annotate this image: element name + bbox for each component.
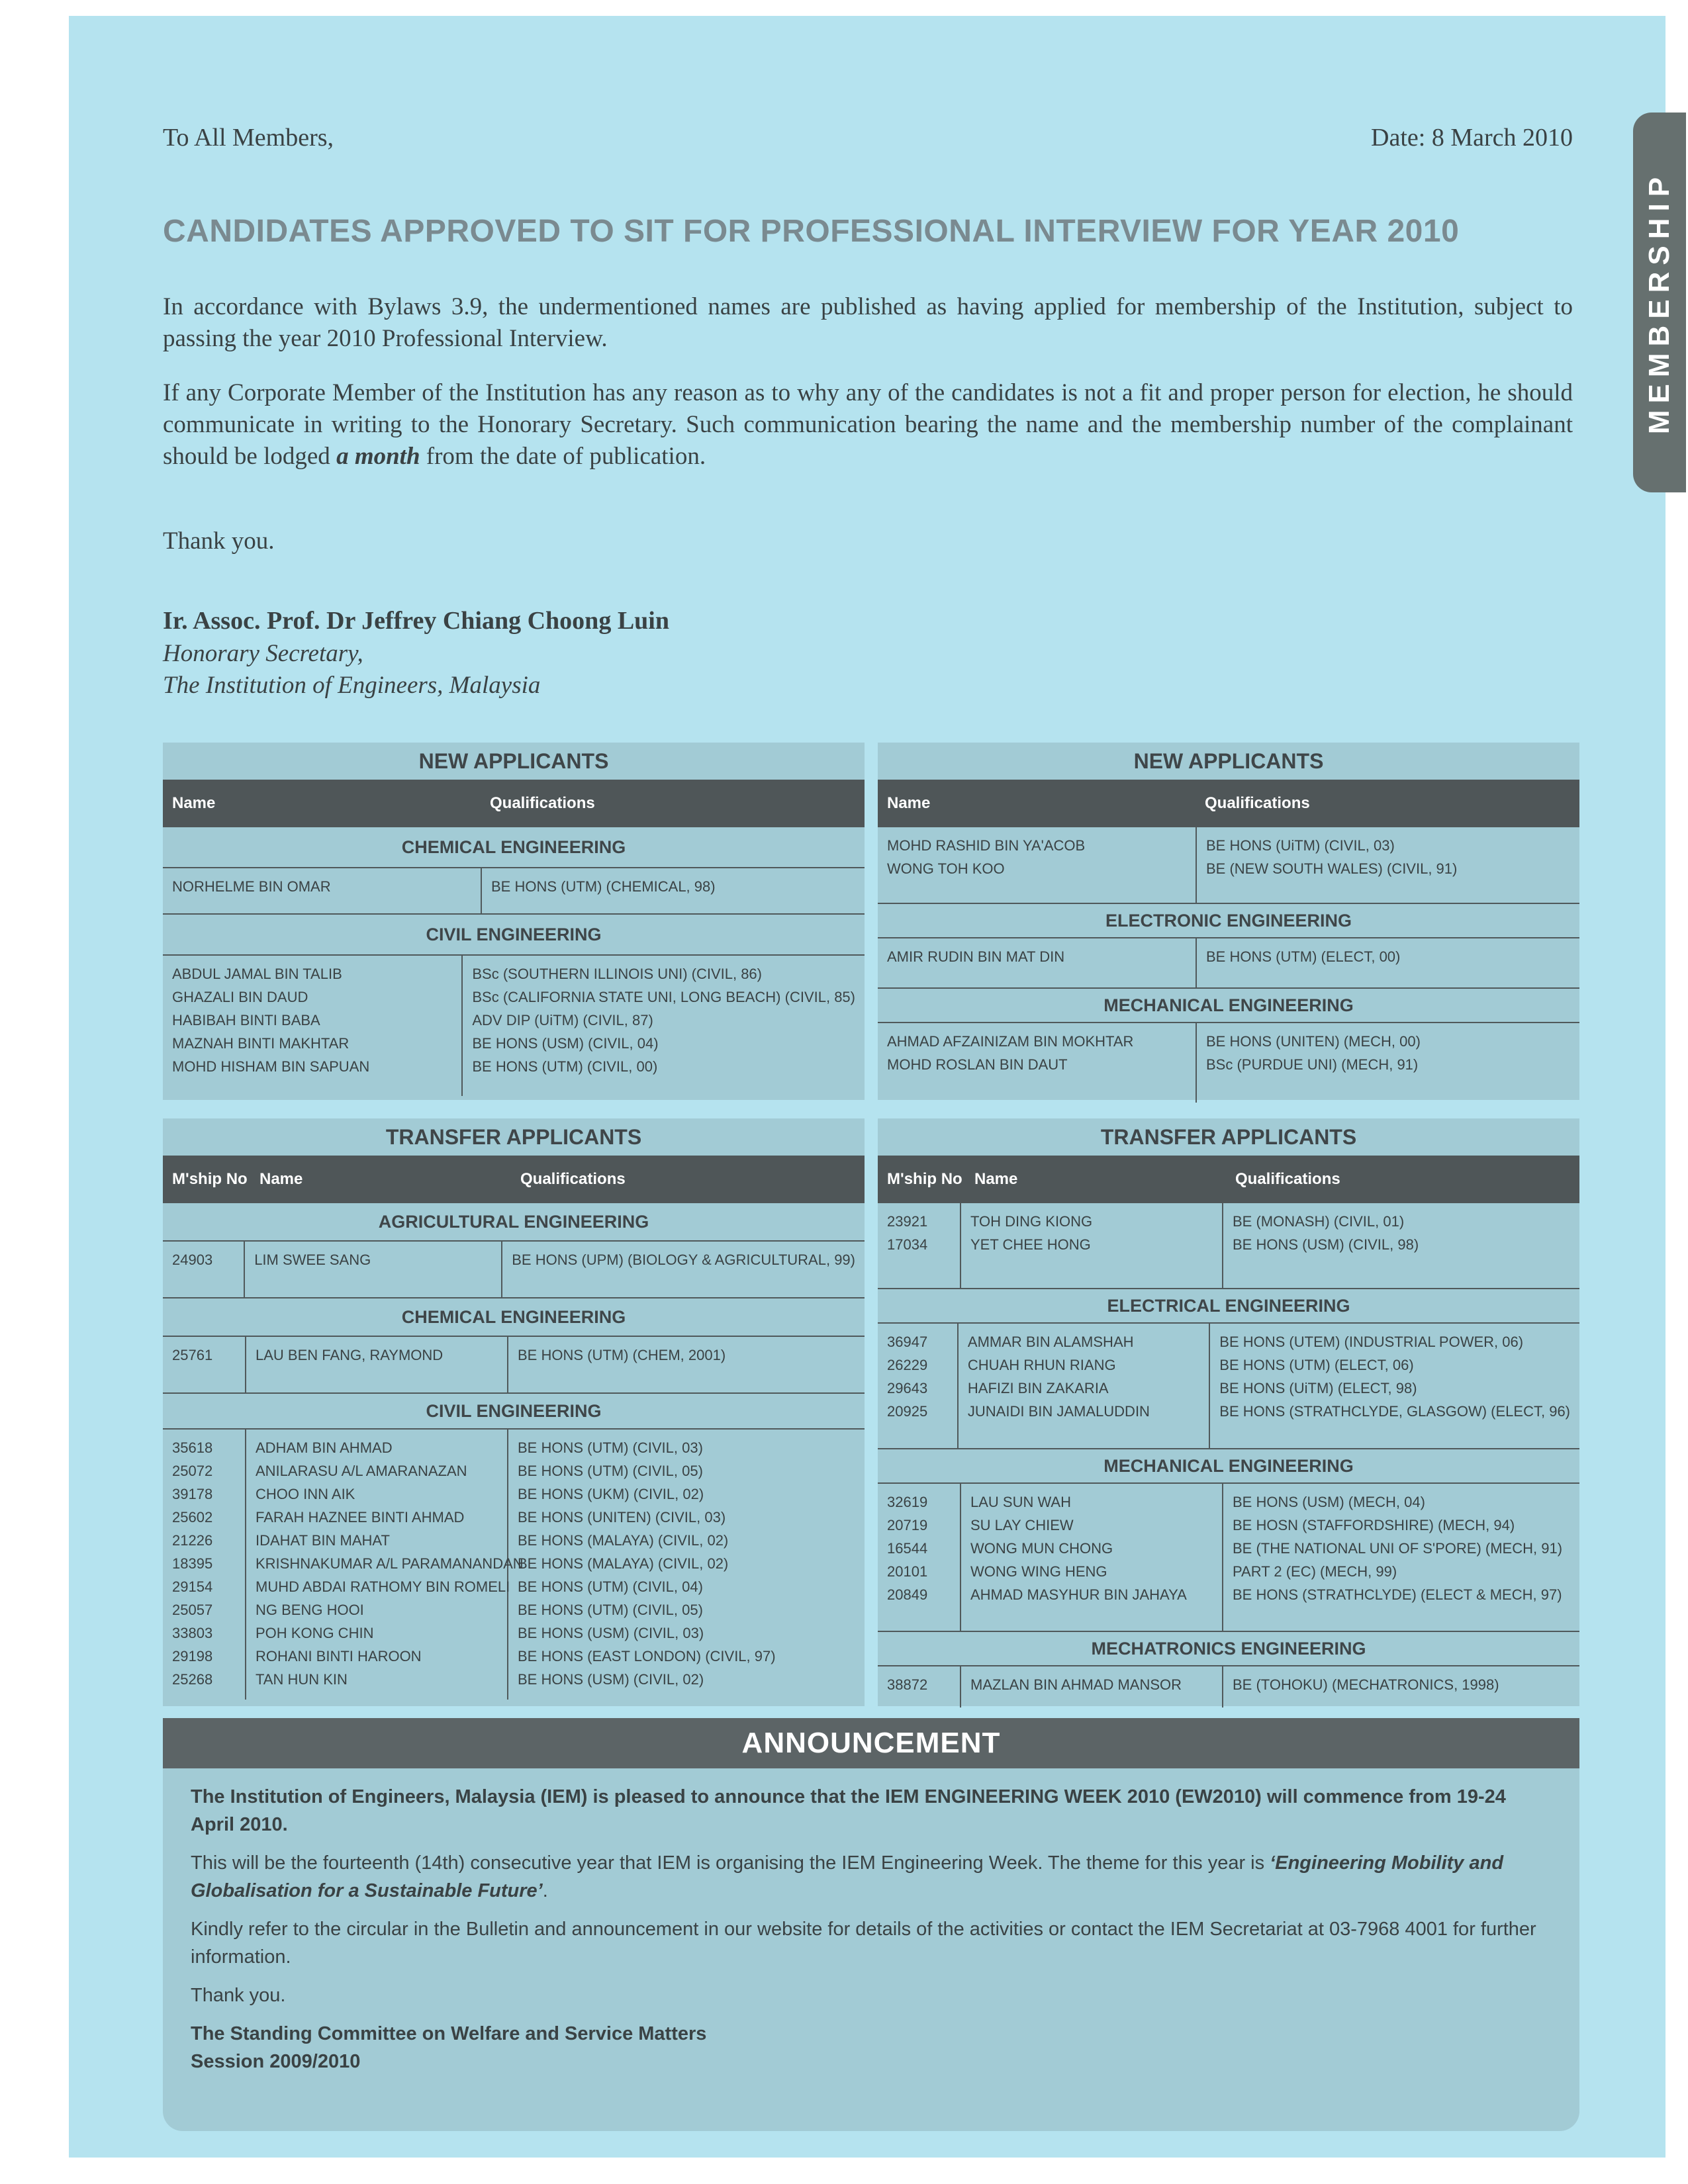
table-rows <box>163 1430 865 1700</box>
names-cell <box>163 956 463 1096</box>
applicant-name: CHUAH RHUN RIANG <box>967 1357 1116 1373</box>
applicant-name: HAFIZI BIN ZAKARIA <box>967 1380 1109 1396</box>
announcement-p2-text: This will be the fourteenth (14th) consecutive year that IEM is organising the IEM Engineering Week. The theme for this year is <box>191 1852 1270 1874</box>
applicant-qualification: BE HONS (UKM) (CIVIL, 02) <box>518 1486 704 1502</box>
membership-no-cell <box>878 1484 961 1631</box>
names-cell <box>163 868 482 913</box>
section-heading: ELECTRONIC ENGINEERING <box>878 904 1579 938</box>
applicant-qualification: BSc (CALIFORNIA STATE UNI, LONG BEACH) (CIVIL, 85) <box>472 989 855 1005</box>
applicant-name: KRISHNAKUMAR A/L PARAMANANDAN <box>256 1555 524 1572</box>
announcement-body <box>163 1768 1579 2090</box>
announcement-thanks: Thank you. <box>191 1985 286 2006</box>
panel-heading: NEW APPLICANTS <box>1133 749 1324 773</box>
qualifications-cell <box>1223 1203 1579 1288</box>
applicant-name: MOHD ROSLAN BIN DAUT <box>887 1056 1068 1073</box>
section-heading: AGRICULTURAL ENGINEERING <box>163 1203 865 1242</box>
membership-no: 17034 <box>887 1236 928 1253</box>
membership-no: 25761 <box>172 1347 213 1363</box>
applicant-name: POH KONG CHIN <box>256 1625 374 1641</box>
names-cell <box>878 1023 1197 1103</box>
applicant-name: JUNAIDI BIN JAMALUDDIN <box>967 1403 1150 1420</box>
applicant-qualification: BE (TOHOKU) (MECHATRONICS, 1998) <box>1233 1676 1499 1693</box>
applicant-name: MAZLAN BIN AHMAD MANSOR <box>970 1676 1182 1693</box>
applicant-qualification: BE HONS (STRATHCLYDE) (ELECT & MECH, 97) <box>1233 1586 1562 1603</box>
section-side-tab <box>1633 113 1686 492</box>
column-header-row <box>878 780 1579 827</box>
thank-you: Thank you. <box>163 527 275 555</box>
panel-heading: TRANSFER APPLICANTS <box>1100 1124 1357 1149</box>
table-rows <box>878 1666 1579 1707</box>
table-rows <box>163 1242 865 1298</box>
qualifications-cell <box>502 1242 865 1297</box>
applicant-qualification: BE HONS (UNITEN) (MECH, 00) <box>1206 1033 1421 1050</box>
applicant-name: WONG MUN CHONG <box>970 1540 1113 1557</box>
qualifications-cell <box>482 868 865 913</box>
section-heading: CIVIL ENGINEERING <box>163 1394 865 1430</box>
applicant-name: YET CHEE HONG <box>970 1236 1091 1253</box>
qualifications-cell <box>1197 827 1579 903</box>
intro-p2-tail: from the date of publication. <box>420 443 706 470</box>
applicant-qualification: BE HONS (UiTM) (ELECT, 98) <box>1219 1380 1417 1396</box>
applicant-name: MAZNAH BINTI MAKHTAR <box>172 1035 350 1052</box>
applicant-name: MUHD ABDAI RATHOMY BIN ROMELI <box>256 1578 510 1595</box>
column-header-name: Name <box>887 794 931 812</box>
qualifications-cell <box>508 1337 865 1392</box>
applicant-name: TAN HUN KIN <box>256 1671 348 1688</box>
page-title: CANDIDATES APPROVED TO SIT FOR PROFESSIONAL INTERVIEW FOR YEAR 2010 <box>163 214 1460 249</box>
names-cell <box>246 1430 524 1700</box>
membership-no: 24903 <box>172 1251 213 1268</box>
membership-no: 36947 <box>887 1334 928 1350</box>
applicant-name: CHOO INN AIK <box>256 1486 355 1502</box>
membership-no: 20849 <box>887 1586 928 1603</box>
applicant-qualification: BE HONS (UiTM) (CIVIL, 03) <box>1206 837 1395 854</box>
new-applicants-left-panel <box>163 743 865 1100</box>
section-heading: CHEMICAL ENGINEERING <box>163 1298 865 1337</box>
applicant-name: WONG TOH KOO <box>887 860 1005 877</box>
applicant-name: ROHANI BINTI HAROON <box>256 1648 422 1664</box>
column-header-membership-no: M'ship No <box>887 1170 962 1188</box>
signatory-organisation: The Institution of Engineers, Malaysia <box>163 672 541 699</box>
document-date: Date: 8 March 2010 <box>1371 124 1573 152</box>
membership-no: 16544 <box>887 1540 928 1557</box>
new-applicants-right-panel <box>878 743 1579 1100</box>
applicant-qualification: BE HONS (UTM) (CHEMICAL, 98) <box>491 878 716 895</box>
column-header-name: Name <box>974 1170 1018 1188</box>
table-rows <box>878 1203 1579 1289</box>
applicant-name: SU LAY CHIEW <box>970 1517 1074 1533</box>
table-rows <box>878 938 1579 989</box>
applicant-qualification: BE HONS (MALAYA) (CIVIL, 02) <box>518 1532 729 1549</box>
section-heading: CIVIL ENGINEERING <box>163 915 865 956</box>
applicant-qualification: BSc (PURDUE UNI) (MECH, 91) <box>1206 1056 1419 1073</box>
column-header-name: Name <box>259 1170 303 1188</box>
column-header-name: Name <box>172 794 216 812</box>
applicant-qualification: BE HONS (UTEM) (INDUSTRIAL POWER, 06) <box>1219 1334 1524 1350</box>
table-rows <box>878 1023 1579 1103</box>
applicant-qualification: BE HONS (MALAYA) (CIVIL, 02) <box>518 1555 729 1572</box>
applicant-name: AMMAR BIN ALAMSHAH <box>967 1334 1134 1350</box>
applicant-qualification: BE HONS (USM) (CIVIL, 04) <box>472 1035 659 1052</box>
intro-paragraph-1: In accordance with Bylaws 3.9, the undermentioned names are published as having applied for membership of the Institution, subject to passing the year 2010 Professional Interview. <box>163 293 1573 352</box>
applicant-qualification: BE HONS (STRATHCLYDE, GLASGOW) (ELECT, 96) <box>1219 1403 1570 1420</box>
table-rows <box>878 1484 1579 1632</box>
column-header-qualifications: Qualifications <box>1235 1170 1340 1188</box>
applicant-name: WONG WING HENG <box>970 1563 1107 1580</box>
transfer-applicants-left-panel <box>163 1118 865 1706</box>
announcement-heading: ANNOUNCEMENT <box>163 1718 1579 1768</box>
signatory-role: Honorary Secretary, <box>163 640 363 667</box>
applicant-name: LAU SUN WAH <box>970 1494 1071 1510</box>
qualifications-cell <box>1223 1484 1579 1631</box>
applicant-name: AHMAD MASYHUR BIN JAHAYA <box>970 1586 1187 1603</box>
applicant-qualification: BE (THE NATIONAL UNI OF S'PORE) (MECH, 91) <box>1233 1540 1563 1557</box>
transfer-applicants-right-panel <box>878 1118 1579 1706</box>
section-heading: ELECTRICAL ENGINEERING <box>878 1289 1579 1324</box>
intro-p2-text: If any Corporate Member of the Institution has any reason as to why any of the candidates is not a fit and proper person for election, he should communicate in writing to the Honorary Secretary. Such communication bearing the name and the membership number of the complainant should be lodged <box>163 379 1573 470</box>
signatory-name: Ir. Assoc. Prof. Dr Jeffrey Chiang Choong Luin <box>163 607 669 635</box>
membership-no: 20101 <box>887 1563 928 1580</box>
announcement-paragraph-1: The Institution of Engineers, Malaysia (IEM) is pleased to announce that the IEM ENGINEERING WEEK 2010 (EW2010) will commence from 19-24 April 2010. <box>191 1786 1506 1835</box>
membership-no: 25268 <box>172 1671 213 1688</box>
applicant-name: ANILARASU A/L AMARANAZAN <box>256 1463 467 1479</box>
applicant-qualification: BE HONS (USM) (CIVIL, 03) <box>518 1625 704 1641</box>
names-cell <box>961 1203 1223 1288</box>
announcement-signature-committee: The Standing Committee on Welfare and Service Matters <box>191 2023 707 2044</box>
membership-no-cell <box>878 1324 959 1448</box>
intro-paragraph-2 <box>163 377 1573 473</box>
qualifications-cell <box>1210 1324 1579 1448</box>
membership-no-cell <box>163 1337 246 1392</box>
table-rows <box>878 1324 1579 1449</box>
applicant-name: AHMAD AFZAINIZAM BIN MOKHTAR <box>887 1033 1134 1050</box>
column-header-qualifications: Qualifications <box>520 1170 626 1188</box>
applicant-qualification: BE HONS (UTM) (CIVIL, 05) <box>518 1602 703 1618</box>
applicant-name: LIM SWEE SANG <box>254 1251 371 1268</box>
section-heading: MECHATRONICS ENGINEERING <box>878 1632 1579 1666</box>
names-cell <box>878 827 1197 903</box>
applicant-qualification: BE HONS (UTM) (ELECT, 00) <box>1206 948 1401 965</box>
column-header-qualifications: Qualifications <box>490 794 595 812</box>
applicant-name: MOHD RASHID BIN YA'ACOB <box>887 837 1086 854</box>
applicant-qualification: BE HONS (UTM) (ELECT, 06) <box>1219 1357 1414 1373</box>
applicant-name: LAU BEN FANG, RAYMOND <box>256 1347 444 1363</box>
applicant-qualification: BE HONS (UTM) (CIVIL, 00) <box>472 1058 658 1075</box>
membership-no: 39178 <box>172 1486 213 1502</box>
announcement-p2-tail: . <box>542 1880 548 1901</box>
announcement-theme: ‘Engineering Mobility and Globalisation for a Sustainable Future’ <box>191 1852 1504 1901</box>
applicant-name: GHAZALI BIN DAUD <box>172 989 308 1005</box>
membership-no: 25602 <box>172 1509 213 1525</box>
applicant-qualification: BE HONS (USM) (CIVIL, 98) <box>1233 1236 1419 1253</box>
applicant-name: ADHAM BIN AHMAD <box>256 1439 393 1456</box>
section-heading: MECHANICAL ENGINEERING <box>878 989 1579 1023</box>
membership-no-cell <box>878 1203 961 1288</box>
membership-no: 29198 <box>172 1648 213 1664</box>
names-cell <box>246 1337 508 1392</box>
applicant-qualification: BSc (SOUTHERN ILLINOIS UNI) (CIVIL, 86) <box>472 966 762 982</box>
membership-no: 25072 <box>172 1463 213 1479</box>
panel-heading: NEW APPLICANTS <box>418 749 609 773</box>
announcement-paragraph-2 <box>191 1849 1552 1905</box>
names-cell <box>878 938 1197 987</box>
membership-no: 32619 <box>887 1494 928 1510</box>
applicant-name: HABIBAH BINTI BABA <box>172 1012 320 1028</box>
membership-no: 26229 <box>887 1357 928 1373</box>
applicant-qualification: PART 2 (EC) (MECH, 99) <box>1233 1563 1397 1580</box>
applicant-qualification: BE (MONASH) (CIVIL, 01) <box>1233 1213 1405 1230</box>
applicant-qualification: BE HONS (USM) (MECH, 04) <box>1233 1494 1425 1510</box>
intro-p2-emphasis: a month <box>336 443 420 470</box>
membership-no: 23921 <box>887 1213 928 1230</box>
applicant-name: ABDUL JAMAL BIN TALIB <box>172 966 342 982</box>
announcement-paragraph-3: Kindly refer to the circular in the Bulletin and announcement in our website for details of the activities or contact the IEM Secretariat at 03-7968 4001 for further information. <box>191 1919 1536 1968</box>
section-heading: MECHANICAL ENGINEERING <box>878 1449 1579 1484</box>
applicant-qualification: BE HONS (UTM) (CIVIL, 03) <box>518 1439 703 1456</box>
membership-no-cell <box>163 1430 246 1700</box>
table-rows <box>878 827 1579 904</box>
table-rows <box>163 868 865 915</box>
names-cell <box>961 1666 1223 1707</box>
membership-no: 38872 <box>887 1676 928 1693</box>
applicant-name: NORHELME BIN OMAR <box>172 878 331 895</box>
membership-no: 29154 <box>172 1578 213 1595</box>
applicant-name: IDAHAT BIN MAHAT <box>256 1532 390 1549</box>
document-page <box>69 16 1675 2158</box>
qualifications-cell <box>508 1430 865 1700</box>
applicant-qualification: BE HONS (UNITEN) (CIVIL, 03) <box>518 1509 726 1525</box>
membership-no-cell <box>878 1666 961 1707</box>
applicant-qualification: BE HONS (UTM) (CIVIL, 04) <box>518 1578 703 1595</box>
membership-no: 20719 <box>887 1517 928 1533</box>
applicant-name: NG BENG HOOI <box>256 1602 364 1618</box>
applicant-qualification: BE HOSN (STAFFORDSHIRE) (MECH, 94) <box>1233 1517 1515 1533</box>
qualifications-cell <box>1223 1666 1579 1707</box>
names-cell <box>959 1324 1210 1448</box>
section-heading: CHEMICAL ENGINEERING <box>163 827 865 868</box>
membership-no: 20925 <box>887 1403 928 1420</box>
applicant-qualification: BE HONS (UPM) (BIOLOGY & AGRICULTURAL, 99) <box>512 1251 855 1268</box>
applicant-name: MOHD HISHAM BIN SAPUAN <box>172 1058 370 1075</box>
membership-no: 25057 <box>172 1602 213 1618</box>
names-cell <box>245 1242 502 1297</box>
announcement-box <box>163 1718 1579 2131</box>
column-header-membership-no: M'ship No <box>172 1170 248 1188</box>
membership-no: 21226 <box>172 1532 213 1549</box>
column-header-row <box>878 1156 1579 1203</box>
table-rows <box>163 1337 865 1394</box>
membership-no: 18395 <box>172 1555 213 1572</box>
applicant-qualification: BE HONS (USM) (CIVIL, 02) <box>518 1671 704 1688</box>
applicant-name: AMIR RUDIN BIN MAT DIN <box>887 948 1065 965</box>
salutation: To All Members, <box>163 124 334 152</box>
membership-no: 29643 <box>887 1380 928 1396</box>
qualifications-cell <box>1197 1023 1579 1103</box>
announcement-signature-session: Session 2009/2010 <box>191 2051 361 2072</box>
applicant-qualification: BE HONS (EAST LONDON) (CIVIL, 97) <box>518 1648 776 1664</box>
membership-no: 33803 <box>172 1625 213 1641</box>
qualifications-cell <box>1197 938 1579 987</box>
applicant-qualification: BE (NEW SOUTH WALES) (CIVIL, 91) <box>1206 860 1458 877</box>
applicant-name: TOH DING KIONG <box>970 1213 1093 1230</box>
names-cell <box>961 1484 1223 1631</box>
panel-heading: TRANSFER APPLICANTS <box>385 1124 642 1149</box>
membership-no-cell <box>163 1242 245 1297</box>
applicant-qualification: BE HONS (UTM) (CHEM, 2001) <box>518 1347 726 1363</box>
table-rows <box>163 956 865 1096</box>
applicant-qualification: BE HONS (UTM) (CIVIL, 05) <box>518 1463 703 1479</box>
column-header-row <box>163 1156 865 1203</box>
membership-no: 35618 <box>172 1439 213 1456</box>
applicant-qualification: ADV DIP (UiTM) (CIVIL, 87) <box>472 1012 653 1028</box>
qualifications-cell <box>463 956 865 1096</box>
column-header-row <box>163 780 865 827</box>
column-header-qualifications: Qualifications <box>1205 794 1310 812</box>
applicant-name: FARAH HAZNEE BINTI AHMAD <box>256 1509 465 1525</box>
side-tab-label: MEMBERSHIP <box>1643 170 1675 435</box>
